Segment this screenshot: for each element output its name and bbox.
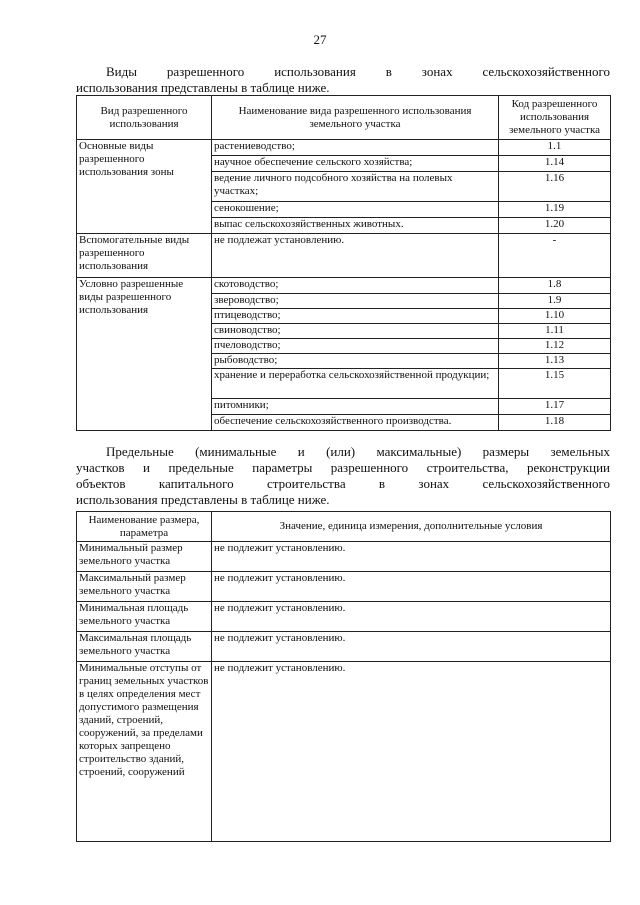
use-name: научное обеспечение сельского хозяйства; xyxy=(212,156,499,172)
group-name-main: Основные виды разрешенного использования зоны xyxy=(77,140,212,234)
table-row xyxy=(77,572,611,602)
page-number: 27 xyxy=(313,32,327,47)
use-name: выпас сельскохозяйственных животных. xyxy=(212,218,499,234)
table-row xyxy=(77,662,611,842)
use-code: 1.11 xyxy=(499,324,611,339)
intro-1-line-1: Виды разрешенного использования в зонах сельскохозяйственного xyxy=(106,64,610,79)
group-name-auxiliary: Вспомогательные виды разрешенного использования xyxy=(77,234,212,278)
group-name-conditional: Условно разрешенные виды разрешенного использования xyxy=(77,278,212,431)
parameter-name: Минимальный размер земельного участка xyxy=(77,542,212,572)
use-code: 1.20 xyxy=(499,218,611,234)
use-code: 1.9 xyxy=(499,294,611,309)
use-code: 1.12 xyxy=(499,339,611,354)
use-name: сенокошение; xyxy=(212,202,499,218)
parameter-name: Минимальная площадь земельного участка xyxy=(77,602,212,632)
header-parameter-name: Наименование размера, параметра xyxy=(77,512,212,542)
use-name: свиноводство; xyxy=(212,324,499,339)
use-name: растениеводство; xyxy=(212,140,499,156)
use-name: скотоводство; xyxy=(212,278,499,294)
parameter-value: не подлежит установлению. xyxy=(212,542,611,572)
parameter-name: Максимальная площадь земельного участка xyxy=(77,632,212,662)
use-name: не подлежат установлению. xyxy=(212,234,499,278)
header-use-code: Код разрешенного использования земельного участка xyxy=(499,96,611,140)
intro-paragraph-2 xyxy=(76,444,610,508)
parameter-value: не подлежит установлению. xyxy=(212,632,611,662)
use-code: 1.19 xyxy=(499,202,611,218)
parameter-name: Минимальные отступы от границ земельных участков в целях определения мест допустимого размещения зданий, строений, сооружений, за пределами которых запрещено строительство зданий, строений, сооружений xyxy=(77,662,212,842)
parameter-value: не подлежит установлению. xyxy=(212,662,611,842)
intro-2-line-4: использования представлены в таблице ниже. xyxy=(76,492,330,507)
header-use-name: Наименование вида разрешенного использования земельного участка xyxy=(212,96,499,140)
use-code: 1.16 xyxy=(499,172,611,202)
permitted-use-table xyxy=(76,95,611,431)
intro-1-line-2: использования представлены в таблице ниже. xyxy=(76,80,330,95)
use-code: 1.10 xyxy=(499,309,611,324)
use-code: 1.15 xyxy=(499,369,611,399)
use-code: - xyxy=(499,234,611,278)
table-row xyxy=(77,632,611,662)
use-name: хранение и переработка сельскохозяйственной продукции; xyxy=(212,369,499,399)
use-code: 1.14 xyxy=(499,156,611,172)
intro-2-line-2: участков и предельные параметры разрешенного строительства, реконструкции xyxy=(76,460,610,475)
use-name: обеспечение сельскохозяйственного производства. xyxy=(212,415,499,431)
parameters-table xyxy=(76,511,611,842)
use-name: питомники; xyxy=(212,399,499,415)
use-code: 1.18 xyxy=(499,415,611,431)
use-name: звероводство; xyxy=(212,294,499,309)
parameter-value: не подлежит установлению. xyxy=(212,602,611,632)
header-use-type: Вид разрешенного использования xyxy=(77,96,212,140)
table-row xyxy=(77,278,611,294)
use-name: птицеводство; xyxy=(212,309,499,324)
intro-paragraph-1 xyxy=(76,64,610,96)
table-row xyxy=(77,140,611,156)
intro-2-line-3: объектов капитального строительства в зонах сельскохозяйственного xyxy=(76,476,610,491)
parameter-value: не подлежит установлению. xyxy=(212,572,611,602)
use-code: 1.1 xyxy=(499,140,611,156)
intro-2-line-1: Предельные (минимальные и (или) максимальные) размеры земельных xyxy=(106,444,610,459)
use-name: пчеловодство; xyxy=(212,339,499,354)
use-name: ведение личного подсобного хозяйства на полевых участках; xyxy=(212,172,499,202)
table-row xyxy=(77,234,611,278)
use-code: 1.17 xyxy=(499,399,611,415)
header-parameter-value: Значение, единица измерения, дополнительные условия xyxy=(212,512,611,542)
use-code: 1.13 xyxy=(499,354,611,369)
use-name: рыбоводство; xyxy=(212,354,499,369)
table-row xyxy=(77,542,611,572)
use-code: 1.8 xyxy=(499,278,611,294)
parameter-name: Максимальный размер земельного участка xyxy=(77,572,212,602)
table-row xyxy=(77,602,611,632)
